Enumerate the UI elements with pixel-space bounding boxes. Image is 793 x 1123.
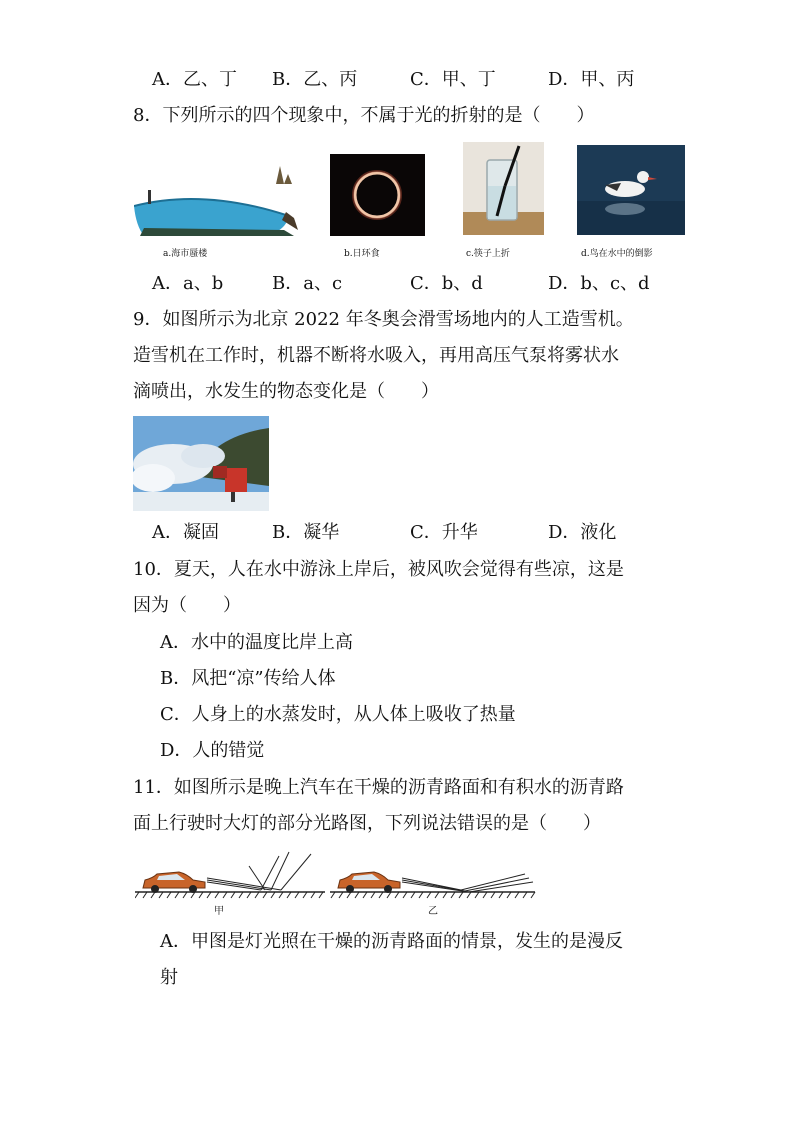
q11-stem-line-2: 面上行驶时大灯的部分光路图，下列说法错误的是（ ） xyxy=(133,813,601,834)
q8-caption-a: a.海市蜃楼 xyxy=(163,249,208,259)
car-icon xyxy=(143,872,205,893)
figure-label-yi: 乙 xyxy=(428,906,438,917)
q8-stem: 8．下列所示的四个现象中，不属于光的折射的是（ ） xyxy=(133,105,595,126)
q7-option-c: C．甲、丁 xyxy=(410,69,496,90)
q7-option-a: A．乙、丁 xyxy=(152,69,237,90)
q11-stem-line-1: 11．如图所示是晚上汽车在干燥的沥青路面和有积水的沥青路 xyxy=(133,777,624,798)
q10-stem-line-1: 10．夏天，人在水中游泳上岸后，被风吹会觉得有些凉，这是 xyxy=(133,559,624,580)
annular-eclipse-image xyxy=(330,154,425,236)
q8-option-d: D．b、c、d xyxy=(548,273,650,294)
q7-option-b: B．乙、丙 xyxy=(272,69,358,90)
q10-option-a: A．水中的温度比岸上高 xyxy=(160,632,353,653)
q9-option-a: A．凝固 xyxy=(152,522,219,543)
q9-option-d: D．液化 xyxy=(548,522,617,543)
q10-option-c: C．人身上的水蒸发时，从人体上吸收了热量 xyxy=(160,704,516,725)
q10-option-d: D．人的错觉 xyxy=(160,740,265,761)
q9-stem-line-1: 9．如图所示为北京 2022 年冬奥会滑雪场地内的人工造雪机。 xyxy=(133,309,634,330)
chopsticks-glass-image xyxy=(463,142,544,235)
mirage-image xyxy=(134,156,300,240)
headlight-diagram xyxy=(135,848,540,904)
q8-option-a: A．a、b xyxy=(152,273,224,294)
q7-option-d: D．甲、丙 xyxy=(548,69,635,90)
q10-option-b: B．风把“凉”传给人体 xyxy=(160,668,336,689)
snow-machine-image xyxy=(133,416,269,511)
q9-option-b: B．凝华 xyxy=(272,522,340,543)
q9-stem-line-2: 造雪机在工作时，机器不断将水吸入，再用高压气泵将雾状水 xyxy=(133,345,619,366)
q8-caption-b: b.日环食 xyxy=(344,249,380,259)
q8-option-c: C．b、d xyxy=(410,273,483,294)
car-icon xyxy=(338,872,400,893)
q8-caption-c: c.筷子上折 xyxy=(466,249,510,259)
q8-caption-d: d.鸟在水中的倒影 xyxy=(581,249,653,259)
bird-reflection-image xyxy=(577,145,685,235)
q9-stem-line-3: 滴喷出，水发生的物态变化是（ ） xyxy=(133,381,439,402)
q10-stem-line-2: 因为（ ） xyxy=(133,595,241,616)
q9-option-c: C．升华 xyxy=(410,522,478,543)
q8-option-b: B．a、c xyxy=(272,273,343,294)
figure-label-jia: 甲 xyxy=(214,906,224,917)
q11-option-a-line-1: A．甲图是灯光照在干燥的沥青路面的情景，发生的是漫反 xyxy=(160,931,623,952)
q11-option-a-line-2: 射 xyxy=(160,967,178,988)
